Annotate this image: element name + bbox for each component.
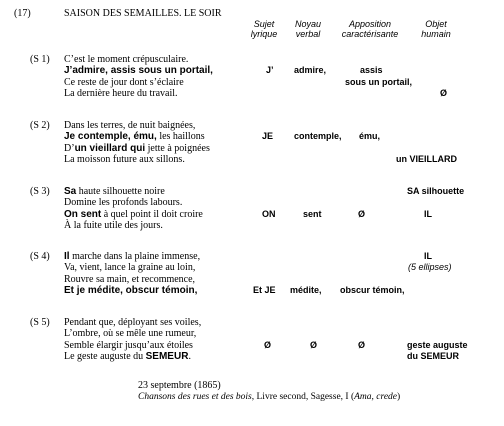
verse-line — [64, 77, 213, 88]
source-epigraph: Ama, crede — [354, 392, 398, 402]
verse-text: Va, vient, lance la graine au loin, — [64, 262, 196, 274]
verse-line — [64, 143, 210, 154]
analysis-cell: Ø — [440, 87, 448, 98]
analysis-cell: JE — [262, 131, 274, 142]
stanza-verse — [64, 317, 201, 362]
analysis-cell: assis — [360, 65, 383, 76]
stanza-label: (S 4) — [30, 251, 50, 262]
verse-line — [64, 186, 203, 197]
highlighted-phrase: J’admire, assis sous un portail, — [64, 65, 213, 77]
verse-line — [64, 131, 210, 142]
analysis-cell: ému, — [359, 131, 381, 142]
analysis-cell: (5 ellipses) — [408, 262, 452, 273]
analysis-cell: J’ — [266, 65, 274, 76]
stanza-verse — [64, 54, 213, 99]
verse-text: Ce reste de jour dont s’éclaire — [64, 76, 184, 88]
stanza-label: (S 2) — [30, 120, 50, 131]
source-line — [138, 392, 400, 403]
verse-line — [64, 351, 201, 362]
highlighted-phrase: Et je médite, obscur témoin, — [64, 284, 198, 296]
verse-text: D’ — [64, 142, 75, 154]
verse-text: Le geste auguste du — [64, 350, 146, 362]
analysis-cell: IL — [424, 208, 432, 219]
analysis-cell: Ø — [358, 339, 366, 350]
verse-line — [64, 251, 200, 262]
verse-line — [64, 274, 200, 285]
analysis-cell: sous un portail, — [345, 76, 413, 87]
stanza-verse — [64, 186, 203, 231]
verse-text: Semble élargir jusqu’aux étoiles — [64, 339, 193, 351]
verse-text: les haillons — [156, 131, 205, 143]
verse-line — [64, 317, 201, 328]
analysis-cell: admire, — [294, 65, 327, 76]
verse-line — [64, 120, 210, 131]
verse-text: Rouvre sa main, et recommence, — [64, 273, 196, 285]
highlighted-phrase: SEMEUR — [145, 350, 189, 362]
verse-text: La dernière heure du travail. — [64, 87, 178, 99]
verse-line — [64, 220, 203, 231]
poem-title: SAISON DES SEMAILLES. LE SOIR — [64, 8, 222, 19]
verse-line — [64, 285, 200, 296]
verse-line — [64, 328, 201, 339]
analysis-cell: du SEMEUR — [407, 350, 460, 361]
highlighted-phrase: Sa — [64, 186, 77, 197]
header-objet-humain: Objet humain — [421, 19, 451, 39]
analysis-cell: IL — [424, 251, 432, 261]
stanza-label: (S 5) — [30, 317, 50, 328]
analysis-cell: geste auguste — [407, 339, 468, 350]
analysis-cell: obscur témoin, — [340, 284, 405, 295]
verse-text: C’est le moment crépusculaire. — [64, 54, 189, 65]
verse-text: haute silhouette noire — [76, 186, 165, 197]
stanza-label: (S 1) — [30, 54, 50, 65]
example-number: (17) — [14, 8, 31, 19]
analysis-cell: un VIEILLARD — [396, 153, 457, 164]
verse-text: Pendant que, déployant ses voiles, — [64, 317, 202, 328]
analysis-cell: Ø — [358, 208, 366, 219]
highlighted-phrase: Je contemple, ému, — [64, 131, 157, 143]
header-sujet-lyrique: Sujet lyrique — [250, 19, 278, 39]
highlighted-phrase: Il — [64, 251, 70, 262]
analysis-cell: Ø — [264, 339, 272, 350]
analysis-cell: SA silhouette — [407, 186, 465, 196]
verse-text: à quel point il doit croire — [101, 208, 203, 220]
analysis-cell: Et JE — [253, 284, 276, 295]
verse-line — [64, 340, 201, 351]
verse-text: La moisson future aux sillons. — [64, 153, 185, 165]
verse-text: Domine les profonds labours. — [64, 197, 183, 209]
verse-line — [64, 54, 213, 65]
source-close: ) — [397, 392, 401, 402]
stanza-verse — [64, 251, 200, 296]
stanza-verse — [64, 120, 210, 165]
verse-text: jette à poignées — [145, 142, 210, 154]
verse-line — [64, 197, 203, 208]
verse-text: Dans les terres, de nuit baignées, — [64, 120, 196, 131]
highlighted-phrase: On sent — [64, 208, 102, 220]
source-detail: , Livre second, Sagesse, I ( — [251, 392, 355, 402]
analysis-cell: sent — [303, 208, 322, 219]
verse-line — [64, 88, 213, 99]
highlighted-phrase: un vieillard qui — [74, 142, 146, 154]
analysis-cell: médite, — [290, 284, 322, 295]
verse-line — [64, 65, 213, 76]
header-apposition: Apposition caractérisante — [341, 19, 399, 39]
date-line: 23 septembre (1865) — [138, 380, 221, 391]
header-noyau-verbal: Noyau verbal — [294, 19, 321, 39]
verse-line — [64, 262, 200, 273]
analysis-cell: contemple, — [294, 131, 342, 142]
stanza-label: (S 3) — [30, 186, 50, 197]
verse-line — [64, 209, 203, 220]
verse-text: L’ombre, où se mêle une rumeur, — [64, 328, 197, 340]
analysis-cell: ON — [262, 208, 276, 219]
verse-text: marche dans la plaine immense, — [69, 251, 201, 262]
verse-text: À la fuite utile des jours. — [64, 219, 163, 231]
verse-text: . — [188, 350, 191, 362]
analysis-cell: Ø — [310, 339, 318, 350]
verse-line — [64, 154, 210, 165]
source-title: Chansons des rues et des bois — [138, 392, 252, 402]
